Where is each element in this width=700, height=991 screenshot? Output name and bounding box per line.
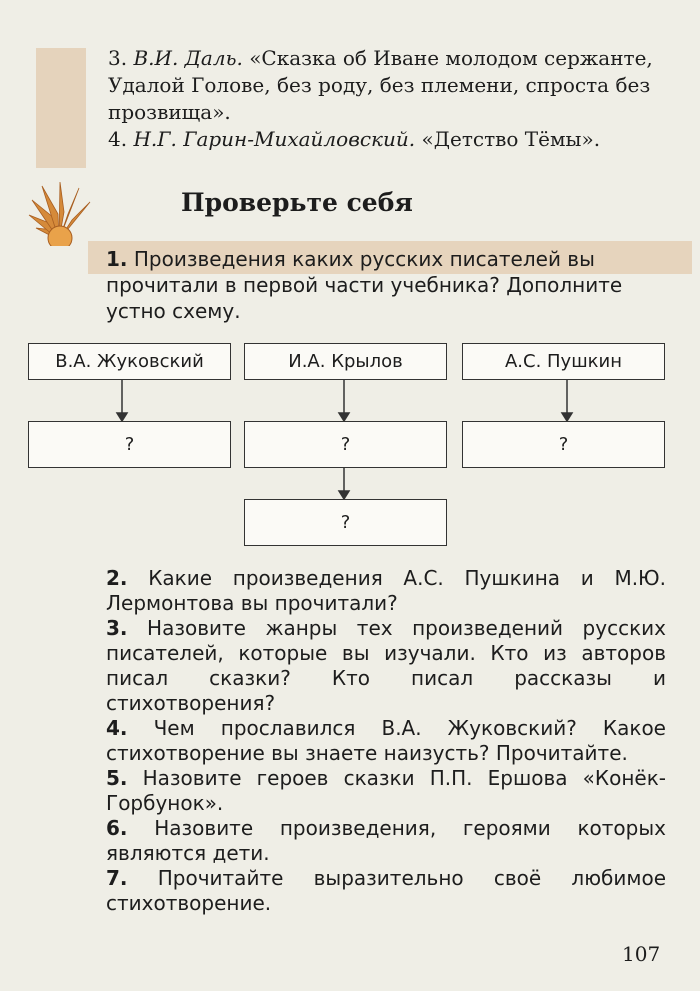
question-item (106, 716, 666, 766)
question-text: Назовите героев сказки П.П. Ершова «Конёк-Горбунок». (106, 766, 666, 815)
question-number: 4. (106, 716, 128, 740)
question-text: Назовите жанры тех произведений русских писателей, которые вы изучали. Кто из авторов писал сказки? Кто писал рассказы и стихотворения? (106, 616, 666, 715)
unknown-work-box: ? (244, 499, 447, 546)
question-item (106, 816, 666, 866)
author-box: А.С. Пушкин (462, 343, 665, 380)
author-box: В.А. Жуковский (28, 343, 231, 380)
question-text: Чем прославился В.А. Жуковский? Какое стихотворение вы знаете наизусть? Прочитайте. (106, 716, 666, 765)
question-text: Прочитайте выразительно своё любимое стихотворение. (106, 866, 666, 915)
item-author: В.И. Даль. (133, 46, 243, 70)
question-item (106, 866, 666, 916)
question-number: 2. (106, 566, 128, 590)
question-item (106, 616, 666, 716)
section-title: Проверьте себя (181, 188, 413, 217)
unknown-work-box: ? (244, 421, 447, 468)
item-number: 3. (108, 46, 128, 70)
question-item (106, 766, 666, 816)
question-number: 1. (106, 247, 128, 271)
item-number: 4. (108, 127, 128, 151)
question-number: 3. (106, 616, 128, 640)
page-number: 107 (622, 942, 661, 966)
question-number: 6. (106, 816, 128, 840)
question-item (106, 566, 666, 616)
question-list (106, 566, 666, 916)
author-box: И.А. Крылов (244, 343, 447, 380)
item-author: Н.Г. Гарин-Михайловский. (133, 127, 416, 151)
unknown-work-box: ? (462, 421, 665, 468)
item-title: «Детство Тёмы». (421, 127, 601, 151)
item-title: «Сказка об Иване молодом сержанте, Удалой Голове, без роду, без племени, спроста без прозвища». (108, 46, 653, 124)
question-text: Произведения каких русских писателей вы прочитали в первой части учебника? Дополните устно схему. (106, 247, 623, 323)
question-number: 7. (106, 866, 128, 890)
question-text: Какие произведения А.С. Пушкина и М.Ю. Лермонтова вы прочитали? (106, 566, 667, 615)
unknown-work-box: ? (28, 421, 231, 468)
question-text: Назовите произведения, героями которых являются дети. (106, 816, 666, 865)
question-number: 5. (106, 766, 128, 790)
